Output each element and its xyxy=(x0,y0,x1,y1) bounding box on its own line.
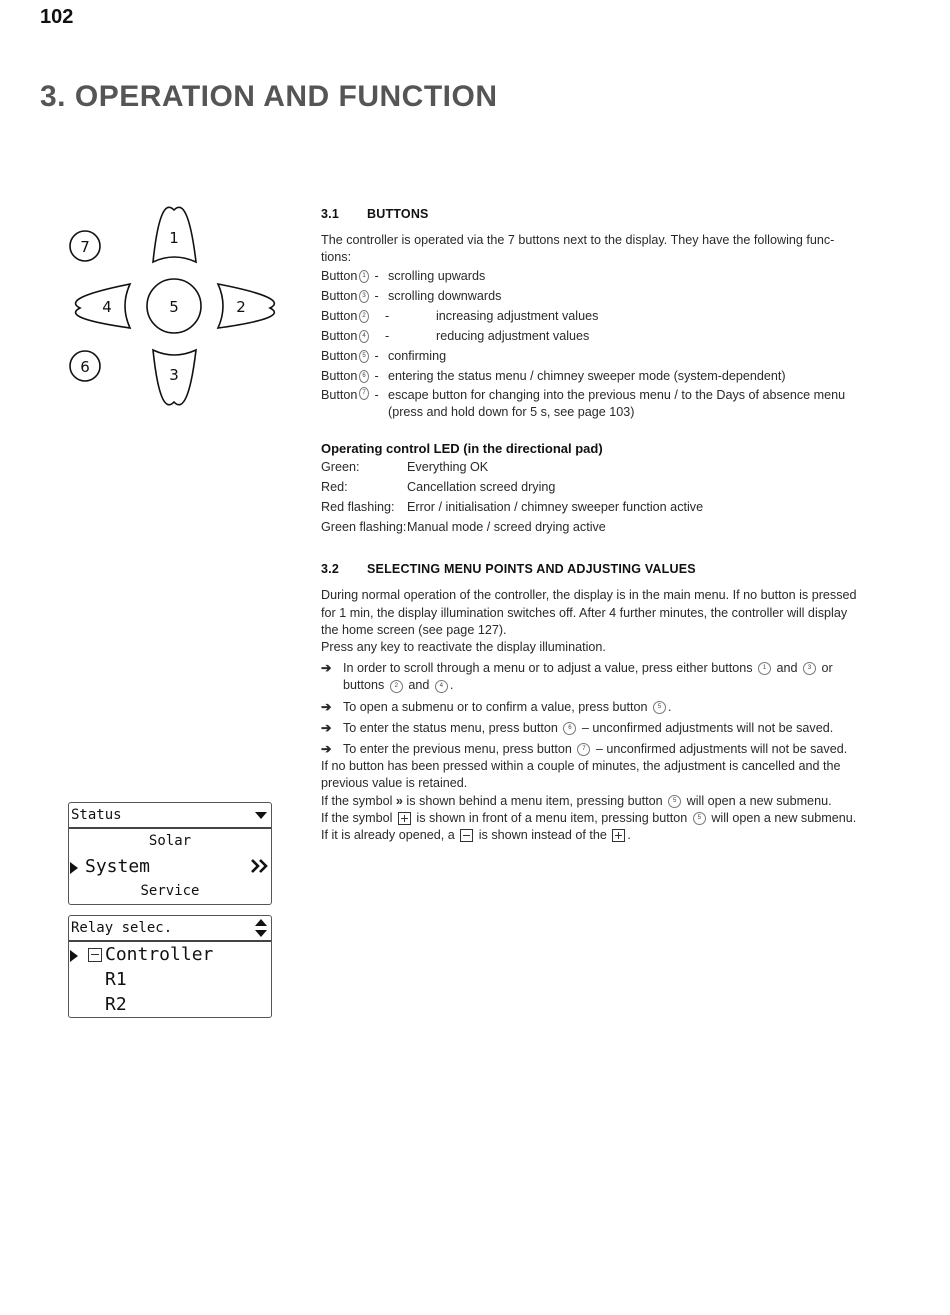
button-row-4: Button 4 - reducing adjustment values xyxy=(321,329,590,343)
button-row-6: Button 6 - entering the status menu / chimney sweeper mode (system-dependent) xyxy=(321,369,786,383)
button-4-icon: 4 xyxy=(435,680,448,693)
arrow-icon: ➔ xyxy=(321,742,332,757)
button-4-icon: 4 xyxy=(359,330,369,343)
button-row-2: Button 2 - increasing adjustment values xyxy=(321,309,599,323)
button-row-3: Button 3 - scrolling downwards xyxy=(321,289,502,303)
button-row-5: Button 5 - confirming xyxy=(321,349,447,363)
scroll-updown-icon xyxy=(255,918,267,938)
button-7-icon: 7 xyxy=(359,387,369,400)
pad-label-2: 2 xyxy=(236,298,246,316)
led-row-green-flashing: Green flashing: Manual mode / screed drying active xyxy=(321,519,606,534)
minus-box-icon xyxy=(460,829,473,842)
led-row-green: Green: Everything OK xyxy=(321,459,489,474)
menu-paragraph-5: If the symbol is shown in front of a menu item, pressing button 5 will open a new submenu. xyxy=(321,810,857,825)
arrow-icon: ➔ xyxy=(321,699,332,714)
selection-pointer-icon xyxy=(70,950,78,962)
pad-label-6: 6 xyxy=(80,358,90,376)
instruction-submenu: ➔ To open a submenu or to confirm a value, press button 5 . xyxy=(321,699,861,716)
button-2-icon: 2 xyxy=(390,680,403,693)
button-1-icon: 1 xyxy=(359,270,369,283)
selection-pointer-icon xyxy=(70,862,78,874)
double-chevron-icon: » xyxy=(395,793,403,808)
plus-box-icon xyxy=(612,829,625,842)
pad-label-1: 1 xyxy=(169,229,179,247)
arrow-icon: ➔ xyxy=(321,661,332,676)
button-6-icon: 6 xyxy=(359,370,369,383)
instruction-previous: ➔ To enter the previous menu, press button 7 – unconfirmed adjustments will not be saved. xyxy=(321,741,861,758)
lcd-header: Relay selec. xyxy=(71,920,173,936)
button-1-icon: 1 xyxy=(758,662,771,675)
pad-label-7: 7 xyxy=(80,238,90,256)
lcd-item-system-selected: System xyxy=(69,854,271,879)
chapter-title: 3. OPERATION AND FUNCTION xyxy=(40,80,498,113)
button-row-1: Button 1 - scrolling upwards xyxy=(321,269,486,283)
button-row-7: Button 7 - escape button for changing into the previous menu / to the Days of absence menu (press and hold down for 5 s, see page 103) xyxy=(321,387,846,419)
section-heading-buttons: 3.1 BUTTONS xyxy=(321,207,429,221)
lcd-status-menu xyxy=(68,802,272,905)
pad-label-3: 3 xyxy=(169,366,179,384)
menu-paragraph-6: If it is already opened, a is shown instead of the . xyxy=(321,828,631,843)
button-7-icon: 7 xyxy=(577,743,590,756)
lcd-item-service: Service xyxy=(140,883,200,899)
led-row-red-flashing: Red flashing: Error / initialisation / chimney sweeper function active xyxy=(321,499,704,514)
lcd-item-controller-selected: Controller xyxy=(69,942,271,967)
button-2-icon: 2 xyxy=(359,310,369,323)
button-5-icon: 5 xyxy=(653,701,666,714)
menu-paragraph-2: Press any key to reactivate the display illumination. xyxy=(321,640,606,655)
scroll-down-icon xyxy=(255,811,267,819)
main-content xyxy=(321,206,861,844)
directional-pad-diagram xyxy=(60,200,290,415)
buttons-intro: The controller is operated via the 7 buttons next to the display. They have the following func-tions: xyxy=(321,233,835,265)
lcd-item-r2: R2 xyxy=(105,994,127,1015)
menu-paragraph-4: If the symbol » is shown behind a menu item, pressing button 5 will open a new submenu. xyxy=(321,793,832,808)
button-5-icon: 5 xyxy=(668,795,681,808)
button-5-icon: 5 xyxy=(359,350,369,363)
button-3-icon: 3 xyxy=(359,290,369,303)
minus-box-icon xyxy=(88,948,102,962)
pad-label-5: 5 xyxy=(169,298,179,316)
menu-paragraph-1: During normal operation of the controller, the display is in the main menu. If no button is pressed for 1 min, the display illumination switches off. After 4 further minutes, the controller will display the home screen (see page 127). xyxy=(321,588,857,637)
instruction-status: ➔ To enter the status menu, press button 6 – unconfirmed adjustments will not be saved. xyxy=(321,720,861,737)
section-heading-menu: 3.2 SELECTING MENU POINTS AND ADJUSTING VALUES xyxy=(321,562,696,577)
lcd-item-r1: R1 xyxy=(105,969,127,990)
instruction-scroll: ➔ In order to scroll through a menu or to adjust a value, press either buttons 1 and 3 or buttons 2 and 4 . xyxy=(321,661,833,693)
pad-label-4: 4 xyxy=(102,298,112,316)
button-5-icon: 5 xyxy=(693,812,706,825)
plus-box-icon xyxy=(398,812,411,825)
arrow-icon: ➔ xyxy=(321,720,332,735)
lcd-header: Status xyxy=(71,807,122,823)
led-heading: Operating control LED (in the directional pad) xyxy=(321,441,603,457)
menu-paragraph-3: If no button has been pressed within a couple of minutes, the adjustment is cancelled and the previous value is retained. xyxy=(321,759,841,791)
lcd-relay-selection xyxy=(68,915,272,1018)
button-3-icon: 3 xyxy=(803,662,816,675)
led-row-red: Red: Cancellation screed drying xyxy=(321,479,556,494)
pad-button-2-shape xyxy=(218,284,274,328)
page-number: 102 xyxy=(40,6,74,28)
submenu-chevron-icon xyxy=(251,859,269,873)
lcd-item-solar: Solar xyxy=(148,833,192,849)
button-6-icon: 6 xyxy=(563,722,576,735)
